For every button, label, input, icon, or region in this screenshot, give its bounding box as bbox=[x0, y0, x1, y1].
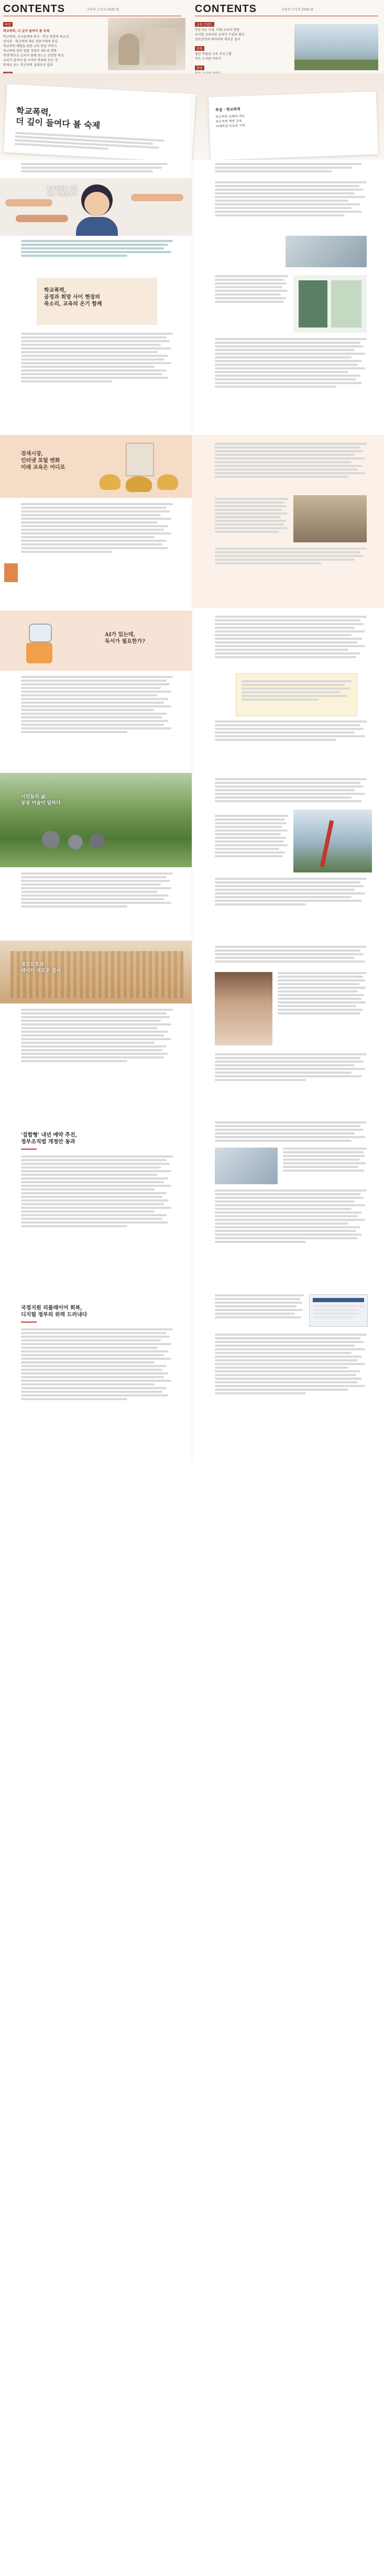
cover-paper-right bbox=[209, 91, 378, 160]
toc-item[interactable]: 통계로 보는 학교폭력 실태조사 결과 bbox=[3, 63, 53, 67]
person-illustration bbox=[76, 184, 118, 236]
toc-item[interactable]: 정보보안과 데이터의 새로운 질서 bbox=[195, 38, 240, 41]
pointing-hand-icon bbox=[5, 199, 52, 206]
title-underline bbox=[21, 1322, 37, 1323]
cover-side-item[interactable]: 학교폭력 예방 교육 bbox=[215, 119, 242, 124]
toc-photo bbox=[108, 18, 185, 70]
section-title: 시민들의 삶, 공공 미술이 답하다 bbox=[21, 794, 61, 806]
toc-item[interactable]: 학교폭력 예방을 위한 교육 현장 이야기 bbox=[3, 45, 57, 48]
title-underline bbox=[21, 1149, 37, 1150]
section-title: AI가 있는데, 독서가 필요한가? bbox=[105, 632, 145, 645]
toc-item[interactable]: 디지털 교과서와 온라인 수업의 확산 bbox=[195, 33, 245, 37]
toc-item[interactable]: 열린 박물관 교육 프로그램 bbox=[195, 52, 232, 56]
toc-item[interactable]: 인공지능 시대, 미래 교육의 방향 bbox=[195, 28, 239, 32]
robot-illustration bbox=[21, 624, 58, 665]
portrait-photo bbox=[215, 972, 272, 1045]
toc-item[interactable]: 학생·학부모·교사가 함께 만드는 안전한 학교 bbox=[3, 54, 64, 58]
sculpture-photo bbox=[293, 810, 372, 872]
toc-issue: 교육부 소식지 2020 봄 bbox=[281, 8, 314, 12]
toc-category: 특집 bbox=[3, 22, 13, 27]
book-thumbnail bbox=[4, 563, 18, 582]
illustration-caption: 학교폭력의 시작, 작은 무관심에서 bbox=[47, 185, 79, 197]
cover-side-label: 특집 · 학교폭력 bbox=[215, 107, 241, 113]
toc-item[interactable]: 우리가 알아야 할 사이버 폭력의 모든 것 bbox=[3, 59, 58, 62]
quote-box bbox=[236, 673, 357, 716]
toc-category: 교육 트렌드 bbox=[195, 22, 214, 27]
toc-right-page bbox=[195, 3, 381, 71]
cover-side-item[interactable]: 학교폭력 실태와 대응 bbox=[215, 114, 245, 119]
toc-item[interactable]: 학교폭력, 교사들에게 묻다 · 학교 현장의 목소리 bbox=[3, 35, 69, 39]
toc-left-page bbox=[3, 3, 186, 71]
article-photo bbox=[293, 495, 367, 542]
toc-category: 문화 bbox=[195, 46, 204, 51]
toc-item[interactable]: 인터뷰 · 학교폭력 대응 전문가에게 듣다 bbox=[3, 40, 58, 43]
section-title: 학교폭력, 공정과 희망 사이 현장의 목소리, 교육의 온기 함께 bbox=[44, 288, 102, 307]
section-header-card bbox=[37, 278, 157, 325]
pointing-hand-icon bbox=[131, 194, 183, 201]
section-banner bbox=[0, 435, 192, 498]
section-title: 국정지원 리플레이어 회복, 디지털 정부의 위력 드러내다 bbox=[21, 1305, 87, 1318]
article-photo bbox=[286, 236, 367, 267]
infographic-card bbox=[293, 275, 367, 333]
toc-item[interactable]: 작은 도서관 이야기 bbox=[195, 57, 222, 61]
toc-photo bbox=[294, 24, 378, 70]
article-photo bbox=[215, 1148, 278, 1184]
toc-heading: CONTENTS bbox=[3, 3, 65, 15]
toc-category: 칼럼 bbox=[195, 66, 204, 70]
section-banner bbox=[0, 610, 192, 671]
cover-side-item[interactable]: 피해학생 보호와 지원 bbox=[215, 124, 246, 129]
illustration-panel bbox=[0, 178, 192, 236]
toc-issue: 교육부 소식지 2020 봄 bbox=[87, 8, 119, 12]
building-illustration bbox=[94, 443, 183, 495]
lower-blank-area bbox=[0, 1462, 384, 2576]
screenshot-thumbnail bbox=[309, 1294, 368, 1327]
section-banner bbox=[0, 941, 192, 1003]
toc-heading: CONTENTS bbox=[195, 3, 257, 15]
cover-paper-left bbox=[4, 84, 195, 162]
section-title: 정보보호와 데이터 새로운 질서 bbox=[21, 962, 61, 974]
landscape-photo bbox=[0, 773, 192, 867]
pointing-hand-icon bbox=[16, 215, 68, 222]
section-title: 검색시장, 인터넷 포털 변화 미래 교육은 어디로 bbox=[21, 451, 65, 471]
section-title: '집합형' 내년 예약 추진, 정부조직법 개정안 동과 bbox=[21, 1132, 77, 1145]
toc-feature-title[interactable]: 학교폭력, 더 깊이 들여다 볼 숙제 bbox=[3, 29, 50, 33]
cover-title: 학교폭력, 더 깊이 들여다 볼 숙제 bbox=[15, 105, 101, 131]
toc-item[interactable]: 학교폭력 관련 법령 개정과 제도의 변화 bbox=[3, 49, 57, 53]
